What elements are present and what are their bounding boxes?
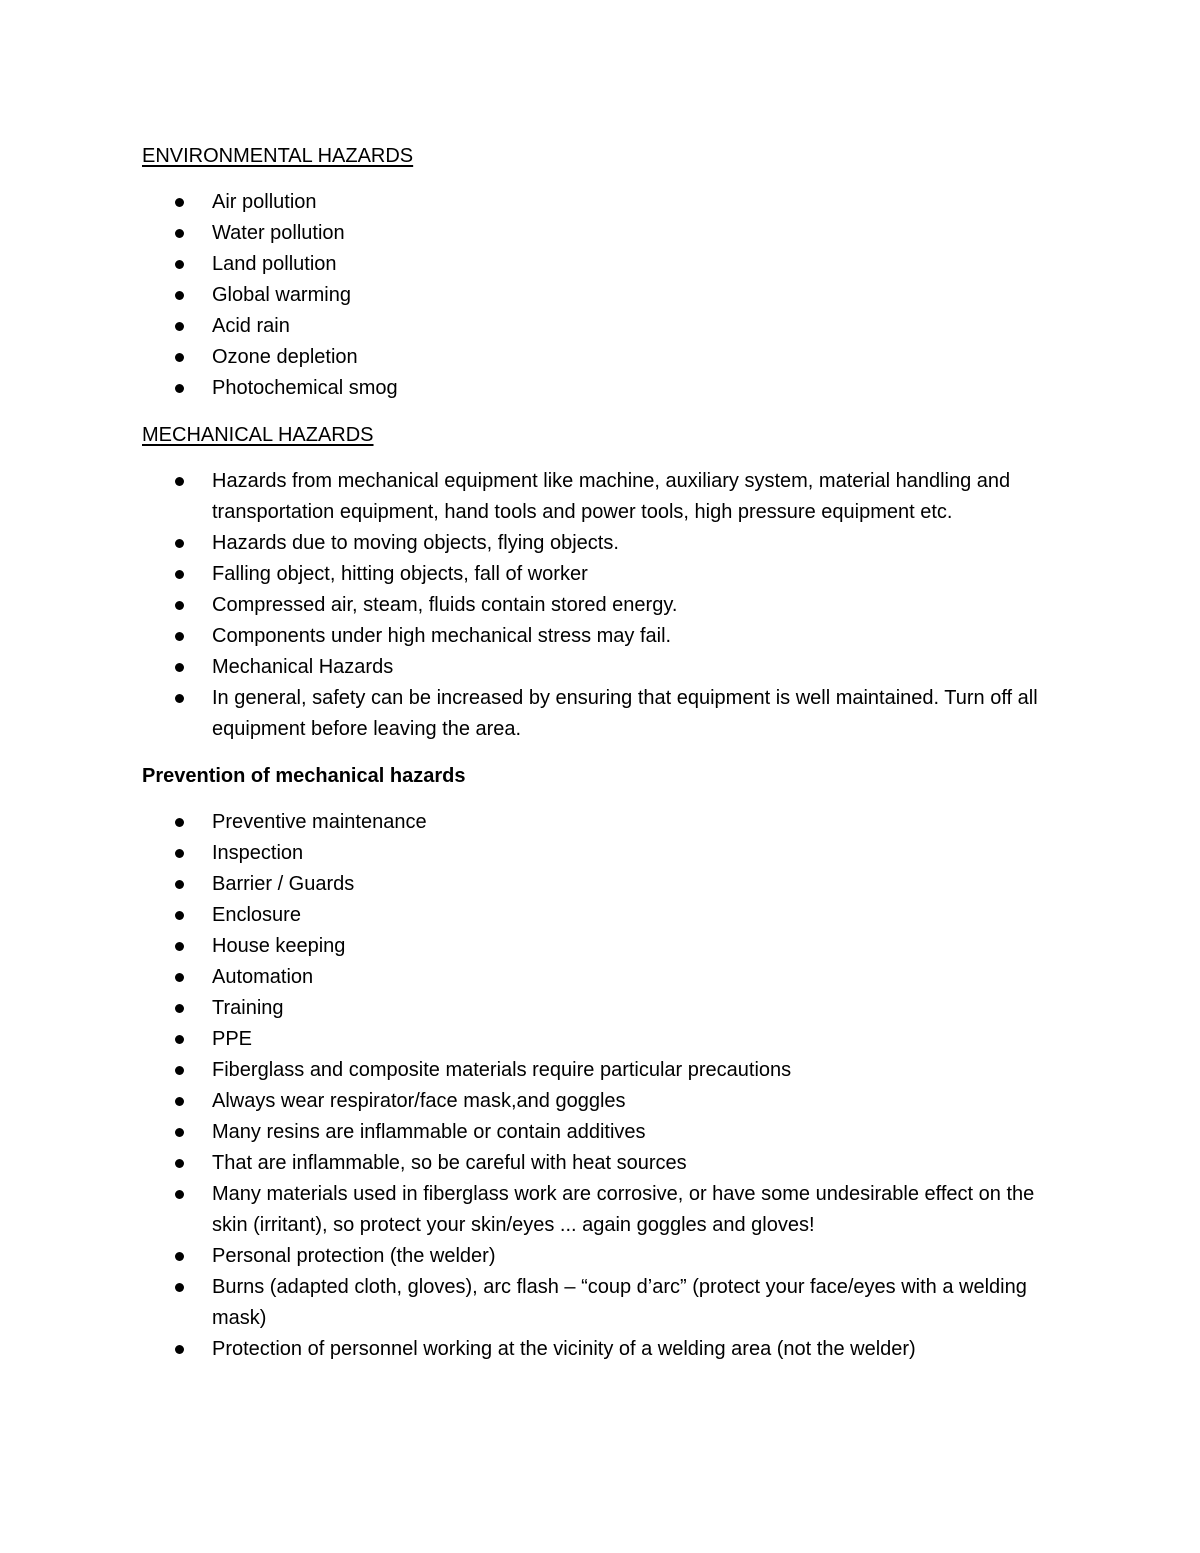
bullet-icon — [175, 1159, 184, 1168]
bullet-icon — [175, 663, 184, 672]
list-item: Mechanical Hazards — [142, 652, 1072, 683]
bullet-icon — [175, 353, 184, 362]
bullet-icon — [175, 818, 184, 827]
bullet-icon — [175, 570, 184, 579]
prevention-section — [142, 761, 1072, 1365]
list-item: Barrier / Guards — [142, 869, 1072, 900]
list-item: Ozone depletion — [142, 342, 1072, 373]
document-body — [142, 141, 1072, 1381]
list-item: Land pollution — [142, 249, 1072, 280]
bullet-icon — [175, 911, 184, 920]
bullet-list — [142, 187, 1072, 404]
bullet-icon — [175, 322, 184, 331]
bullet-icon — [175, 1252, 184, 1261]
bullet-icon — [175, 291, 184, 300]
list-item: Air pollution — [142, 187, 1072, 218]
bullet-icon — [175, 1128, 184, 1137]
bullet-icon — [175, 1035, 184, 1044]
bullet-list — [142, 807, 1072, 1365]
bullet-icon — [175, 198, 184, 207]
bullet-icon — [175, 1190, 184, 1199]
list-item: Preventive maintenance — [142, 807, 1072, 838]
bullet-icon — [175, 880, 184, 889]
bullet-icon — [175, 694, 184, 703]
section-heading: ENVIRONMENTAL HAZARDS — [142, 145, 414, 167]
list-item: Inspection — [142, 838, 1072, 869]
list-item: Fiberglass and composite materials require particular precautions — [142, 1055, 1072, 1086]
bullet-icon — [175, 1097, 184, 1106]
list-item: Many resins are inflammable or contain additives — [142, 1117, 1072, 1148]
list-item: Photochemical smog — [142, 373, 1072, 404]
list-item: Global warming — [142, 280, 1072, 311]
list-item: House keeping — [142, 931, 1072, 962]
list-item: Many materials used in fiberglass work are corrosive, or have some undesirable effect on the skin (irritant), so protect your skin/eyes ... again goggles and gloves! — [142, 1179, 1072, 1241]
bullet-icon — [175, 1004, 184, 1013]
list-item: Always wear respirator/face mask,and goggles — [142, 1086, 1072, 1117]
bullet-icon — [175, 942, 184, 951]
bullet-icon — [175, 849, 184, 858]
bullet-icon — [175, 539, 184, 548]
section-heading: MECHANICAL HAZARDS — [142, 424, 374, 446]
mechanical-hazards-section — [142, 420, 1072, 745]
list-item: PPE — [142, 1024, 1072, 1055]
list-item: Water pollution — [142, 218, 1072, 249]
bullet-icon — [175, 973, 184, 982]
bullet-icon — [175, 384, 184, 393]
bullet-icon — [175, 477, 184, 486]
list-item: Hazards from mechanical equipment like machine, auxiliary system, material handling and transportation equipment, hand tools and power tools, high pressure equipment etc. — [142, 466, 1072, 528]
list-item: Compressed air, steam, fluids contain stored energy. — [142, 590, 1072, 621]
list-item: That are inflammable, so be careful with heat sources — [142, 1148, 1072, 1179]
bullet-list — [142, 466, 1072, 745]
bullet-icon — [175, 260, 184, 269]
bullet-icon — [175, 632, 184, 641]
section-heading: Prevention of mechanical hazards — [142, 765, 466, 787]
list-item: Hazards due to moving objects, flying objects. — [142, 528, 1072, 559]
list-item: Training — [142, 993, 1072, 1024]
list-item: Components under high mechanical stress may fail. — [142, 621, 1072, 652]
bullet-icon — [175, 1066, 184, 1075]
bullet-icon — [175, 1345, 184, 1354]
list-item: Personal protection (the welder) — [142, 1241, 1072, 1272]
environmental-hazards-section — [142, 141, 1072, 404]
bullet-icon — [175, 229, 184, 238]
list-item: Burns (adapted cloth, gloves), arc flash – “coup d’arc” (protect your face/eyes with a welding mask) — [142, 1272, 1072, 1334]
list-item: Automation — [142, 962, 1072, 993]
list-item: Enclosure — [142, 900, 1072, 931]
list-item: In general, safety can be increased by ensuring that equipment is well maintained. Turn off all equipment before leaving the area. — [142, 683, 1072, 745]
bullet-icon — [175, 601, 184, 610]
list-item: Protection of personnel working at the vicinity of a welding area (not the welder) — [142, 1334, 1072, 1365]
list-item: Falling object, hitting objects, fall of worker — [142, 559, 1072, 590]
list-item: Acid rain — [142, 311, 1072, 342]
bullet-icon — [175, 1283, 184, 1292]
